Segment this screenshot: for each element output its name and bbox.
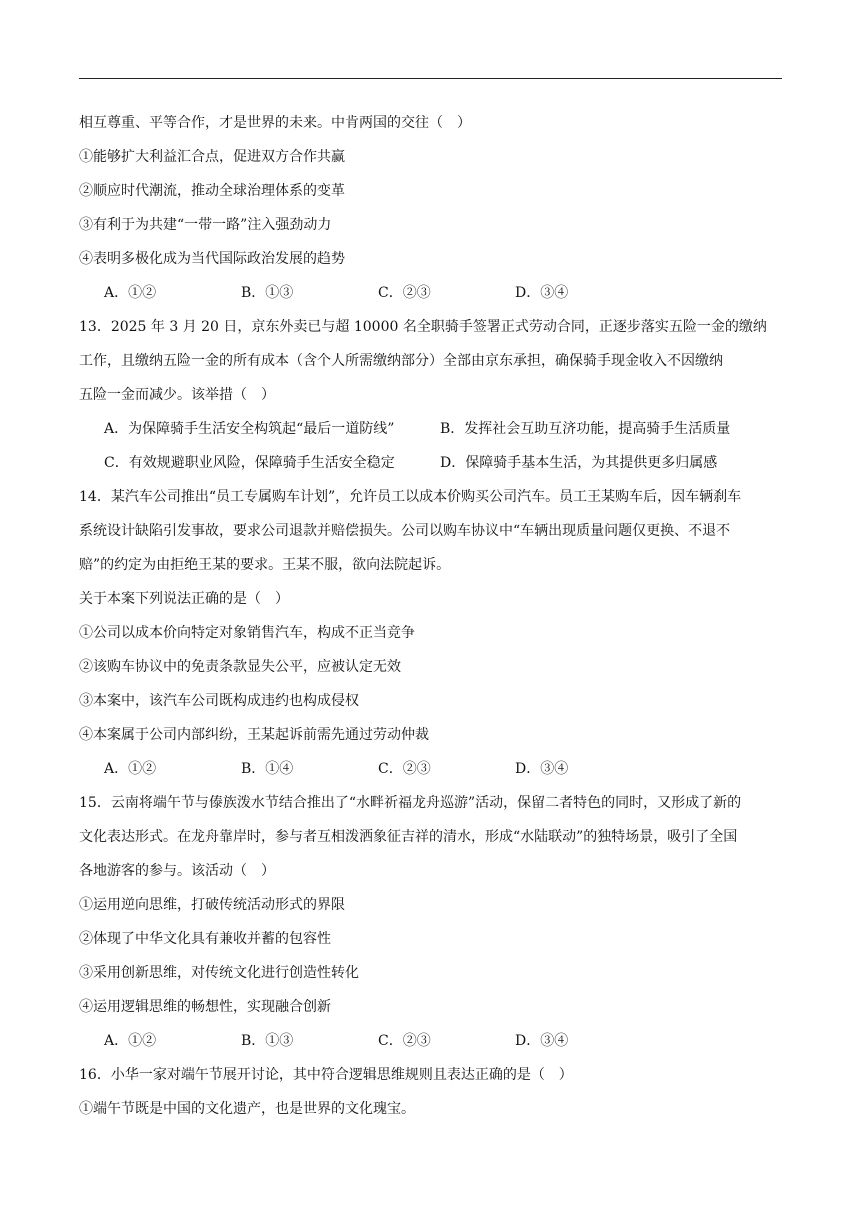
statement-item: ②体现了中华文化具有兼收并蓄的包容性	[79, 931, 331, 947]
question-stem: 16．小华一家对端午节展开讨论，其中符合逻辑思维规则且表达正确的是（ ）	[79, 1067, 573, 1083]
option-d: D．保障骑手基本生活，为其提供更多归属感	[440, 455, 718, 471]
answer-options	[79, 752, 784, 786]
question-content	[79, 106, 784, 1126]
question-stem: 赔”的约定为由拒绝王某的要求。王某不服，欲向法院起诉。	[79, 557, 451, 573]
option-b: B．①③	[241, 1033, 294, 1049]
question-12	[79, 106, 784, 310]
statement-item: ②顺应时代潮流，推动全球治理体系的变革	[79, 183, 345, 199]
option-b: B．发挥社会互助互济功能，提高骑手生活质量	[440, 421, 731, 437]
question-stem: 14．某汽车公司推出“员工专属购车计划”，允许员工以成本价购买公司汽车。员工王某购车后，因车辆刹车	[79, 489, 742, 505]
statement-item: ①运用逆向思维，打破传统活动形式的界限	[79, 897, 345, 913]
option-d: D．③④	[515, 1033, 569, 1049]
answer-options	[79, 1024, 784, 1058]
option-d: D．③④	[515, 285, 569, 301]
question-stem: 文化表达形式。在龙舟靠岸时，参与者互相泼洒象征吉祥的清水，形成“水陆联动”的独特场景，吸引了全国	[79, 829, 738, 845]
header-rule	[79, 78, 782, 79]
question-stem: 相互尊重、平等合作，才是世界的未来。中肯两国的交往（ ）	[79, 115, 471, 131]
question-stem: 系统设计缺陷引发事故，要求公司退款并赔偿损失。公司以购车协议中“车辆出现质量问题仅更换、不退不	[79, 523, 731, 539]
question-stem: 各地游客的参与。该活动（ ）	[79, 863, 275, 879]
question-15	[79, 786, 784, 1058]
question-stem: 五险一金而减少。该举措（ ）	[79, 387, 275, 403]
option-a: A．①②	[104, 285, 157, 301]
statement-item: ③采用创新思维，对传统文化进行创造性转化	[79, 965, 359, 981]
answer-options	[79, 446, 784, 480]
answer-options	[79, 412, 784, 446]
statement-item: ③有利于为共建“一带一路”注入强劲动力	[79, 217, 332, 233]
question-16	[79, 1058, 784, 1126]
statement-item: ④表明多极化成为当代国际政治发展的趋势	[79, 251, 345, 267]
question-stem: 工作，且缴纳五险一金的所有成本（含个人所需缴纳部分）全部由京东承担，确保骑手现金收入不因缴纳	[79, 353, 723, 369]
statement-item: ①公司以成本价向特定对象销售汽车，构成不正当竞争	[79, 625, 415, 641]
option-c: C．②③	[378, 761, 431, 777]
option-c: C．有效规避职业风险，保障骑手生活安全稳定	[104, 455, 395, 471]
answer-options	[79, 276, 784, 310]
statement-item: ①端午节既是中国的文化遗产，也是世界的文化瑰宝。	[79, 1101, 415, 1117]
option-a: A．为保障骑手生活安全构筑起“最后一道防线”	[104, 421, 395, 437]
statement-item: ②该购车协议中的免责条款显失公平，应被认定无效	[79, 659, 401, 675]
option-b: B．①③	[241, 285, 294, 301]
option-b: B．①④	[241, 761, 294, 777]
option-a: A．①②	[104, 1033, 157, 1049]
statement-item: ④运用逻辑思维的畅想性，实现融合创新	[79, 999, 331, 1015]
question-stem: 13．2025 年 3 月 20 日，京东外卖已与超 10000 名全职骑手签署正式劳动合同，正逐步落实五险一金的缴纳	[79, 319, 767, 335]
question-14	[79, 480, 784, 786]
question-13	[79, 310, 784, 480]
question-prompt: 关于本案下列说法正确的是（ ）	[79, 591, 289, 607]
statement-item: ③本案中，该汽车公司既构成违约也构成侵权	[79, 693, 359, 709]
option-c: C．②③	[378, 1033, 431, 1049]
option-a: A．①②	[104, 761, 157, 777]
option-c: C．②③	[378, 285, 431, 301]
question-stem: 15．云南将端午节与傣族泼水节结合推出了“水畔祈福龙舟巡游”活动，保留二者特色的同时，又形成了新的	[79, 795, 742, 811]
option-d: D．③④	[515, 761, 569, 777]
statement-item: ④本案属于公司内部纠纷，王某起诉前需先通过劳动仲裁	[79, 727, 429, 743]
statement-item: ①能够扩大利益汇合点，促进双方合作共赢	[79, 149, 345, 165]
